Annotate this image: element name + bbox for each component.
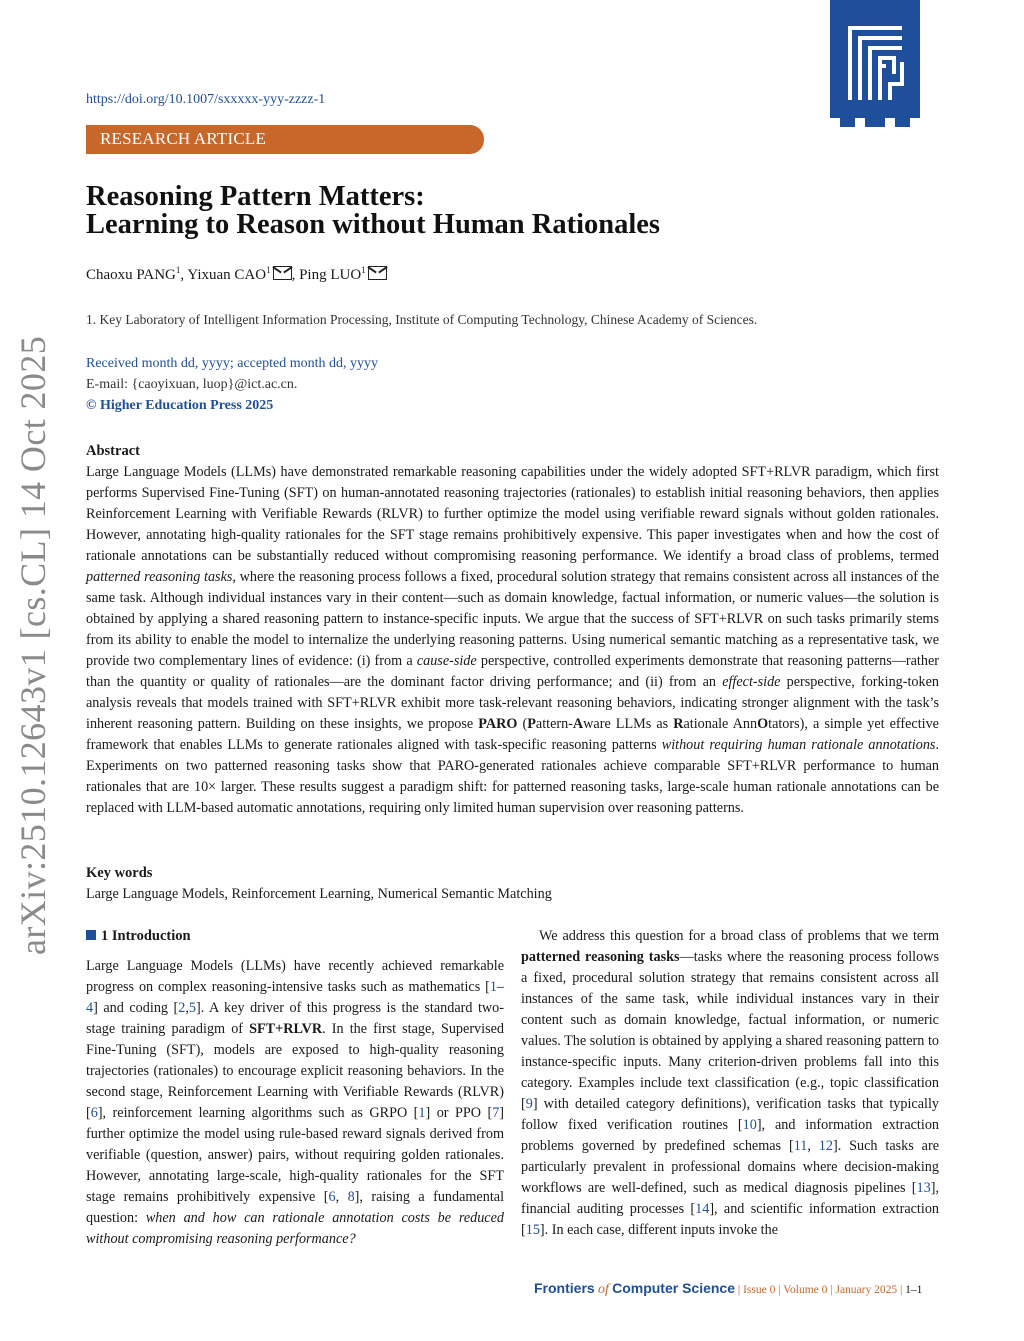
citation-link[interactable]: 15 [525, 1222, 540, 1238]
citation-link[interactable]: 7 [492, 1105, 500, 1121]
citation-link[interactable]: 4 [86, 1000, 94, 1016]
citation-link[interactable]: 10 [742, 1117, 757, 1133]
title-line-2: Learning to Reason without Human Rationales [86, 209, 661, 240]
author-affil-marker: 1 [175, 265, 181, 275]
author-list [86, 265, 387, 284]
journal-logo-icon [830, 0, 920, 127]
citation-link[interactable]: 1 [489, 979, 497, 995]
mail-icon[interactable] [273, 266, 292, 280]
citation-link[interactable]: 9 [525, 1096, 533, 1112]
issue-label: Issue 0 [743, 1284, 776, 1296]
intro-right-column: We address this question for a broad class of problems that we term patterned reasoning tasks—tasks where the reasoning process follows a fixed, procedural solution strategy that remains consistent across all instances of the same task, while individual instances vary in their content such as domain knowledge, factual information, or numeric values. The solution is obtained by applying a shared reasoning pattern to instance-specific inputs. Many criterion-driven problems fall into this category. Examples include text classification (e.g., topic classification [9] with detailed category definitions), verification tasks that typically follow fixed verification routines [10], and information extraction problems governed by predefined schemas [11, 12]. Such tasks are particularly prevalent in professional domains where decision-making workflows are well-defined, such as medical diagnosis pipelines [13], financial auditing processes [14], and scientific information extraction [15]. In each case, different inputs invoke the [521, 928, 940, 1238]
keywords-list: Large Language Models, Reinforcement Learning, Numerical Semantic Matching [86, 886, 552, 902]
author-affil-marker: 1 [266, 265, 271, 275]
intro-left-column: Large Language Models (LLMs) have recently achieved remarkable progress on complex reasoning-intensive tasks such as mathematics [1–4] and coding [2,5]. A key driver of this progress is the standard two-stage training paradigm of SFT+RLVR. In the first stage, Supervised Fine-Tuning (SFT), models are exposed to high-quality reasoning trajectories (rationales) to encourage explicit reasoning behaviors. In the second stage, Reinforcement Learning with Verifiable Rewards (RLVR) [6], reinforcement learning algorithms such as GRPO [1] or PPO [7] further optimize the model using rule-based reward signals derived from verifiable (question, answer) pairs, without requiring golden rationales. However, annotating large-scale, high-quality rationales for the SFT stage remains prohibitively expensive [6, 8], raising a fundamental question: when and how can rationale annotation costs be reduced without compromising reasoning performance? [86, 958, 505, 1247]
article-type-banner [86, 125, 484, 154]
author-separator: , [291, 267, 300, 283]
date-label: January 2025 [835, 1284, 898, 1296]
citation-link[interactable]: 12 [818, 1138, 833, 1154]
contact-email: E-mail: {caoyixuan, luop}@ict.ac.cn. [86, 377, 298, 392]
author-name: Yixuan CAO [187, 267, 267, 283]
section-square-icon [86, 930, 96, 940]
title-line-1: Reasoning Pattern Matters: [86, 181, 425, 212]
author-separator: , [180, 267, 188, 283]
abstract-text: Large Language Models (LLMs) have demonstrated remarkable reasoning capabilities under the widely adopted SFT+RLVR paradigm, which first performs Supervised Fine-Tuning (SFT) on human-annotated reasoning trajectories (rationales) to establish initial reasoning behaviors, then applies Reinforcement Learning with Verifiable Rewards (RLVR) to further optimize the model using verifiable reward signals without golden rationales. However, annotating high-quality rationales for the SFT stage remains prohibitively expensive. This paper investigates when and how the cost of rationale annotations can be substantially reduced without compromising reasoning performance. We identify a broad class of problems, termed patterned reasoning tasks, where the reasoning process follows a fixed, procedural solution strategy that remains consistent across all instances of the same task. Although individual instances vary in their content—such as domain knowledge, factual information, or numeric values—the solution is obtained by applying a shared reasoning pattern to instance-specific inputs. We argue that the success of SFT+RLVR on such tasks primarily stems from its ability to enable the model to internalize the underlying reasoning patterns. Using numerical semantic matching as a representative task, we provide two complementary lines of evidence: (i) from a cause-side perspective, controlled experiments demonstrate that reasoning patterns—rather than the quantity or quality of rationales—are the dominant factor driving performance; and (ii) from an effect-side perspective, forking-token analysis reveals that models trained with SFT+RLVR exhibit more task-relevant reasoning behaviors, indicating stronger alignment with the task’s inherent reasoning pattern. Building on these insights, we propose PARO (Pattern-Aware LLMs as Rationale AnnOtators), a simple yet effective framework that enables LLMs to generate rationales aligned with task-specific reasoning patterns without requiring human rationale annotations. Experiments on two patterned reasoning tasks show that PARO-generated rationales achieve comparable SFT+RLVR performance to human rationales that are 10× larger. These results suggest a paradigm shift: for patterned reasoning tasks, large-scale human rationale annotations can be replaced with LLM-based automatic annotations, requiring only limited human supervision over reasoning patterns. [86, 464, 939, 816]
author-affil-marker: 1 [361, 265, 366, 275]
received-dates: Received month dd, yyyy; accepted month dd, yyyy [86, 356, 378, 371]
journal-footer: Frontiers of Computer Science | Issue 0 | Volume 0 | January 2025 | 1–1 [534, 1280, 923, 1297]
author-name: Ping LUO [299, 267, 362, 283]
citation-link[interactable]: 14 [695, 1201, 710, 1217]
section-heading: 1 Introduction [86, 928, 191, 945]
citation-link[interactable]: 11 [793, 1138, 808, 1154]
mail-icon[interactable] [368, 266, 387, 280]
journal-name-part1: Frontiers [534, 1280, 595, 1296]
citation-link[interactable]: 6 [90, 1105, 98, 1121]
citation-link[interactable]: 1 [418, 1105, 426, 1121]
citation-link[interactable]: 2 [178, 1000, 186, 1016]
volume-label: Volume 0 [783, 1284, 828, 1296]
article-type-label: RESEARCH ARTICLE [100, 129, 267, 148]
citation-link[interactable]: 13 [916, 1180, 931, 1196]
affiliation: 1. Key Laboratory of Intelligent Information Processing, Institute of Computing Technology, Chinese Academy of Sciences. [86, 312, 758, 327]
doi-link[interactable]: https://doi.org/10.1007/sxxxxx-yyy-zzzz-1 [86, 92, 326, 107]
abstract-heading: Abstract [86, 443, 140, 459]
journal-name-part2: Computer Science [612, 1280, 736, 1296]
keywords-heading: Key words [86, 865, 153, 881]
paper-title [86, 183, 660, 239]
citation-link[interactable]: 8 [347, 1189, 355, 1205]
citation-link[interactable]: 6 [328, 1189, 336, 1205]
arxiv-identifier: arXiv:2510.12643v1 [cs.CL] 14 Oct 2025 [13, 335, 53, 955]
copyright-notice: © Higher Education Press 2025 [86, 398, 274, 413]
author-name: Chaoxu PANG [86, 267, 176, 283]
page-range: 1–1 [905, 1284, 923, 1296]
journal-name-of: of [597, 1282, 609, 1297]
citation-link[interactable]: 5 [188, 1000, 197, 1016]
